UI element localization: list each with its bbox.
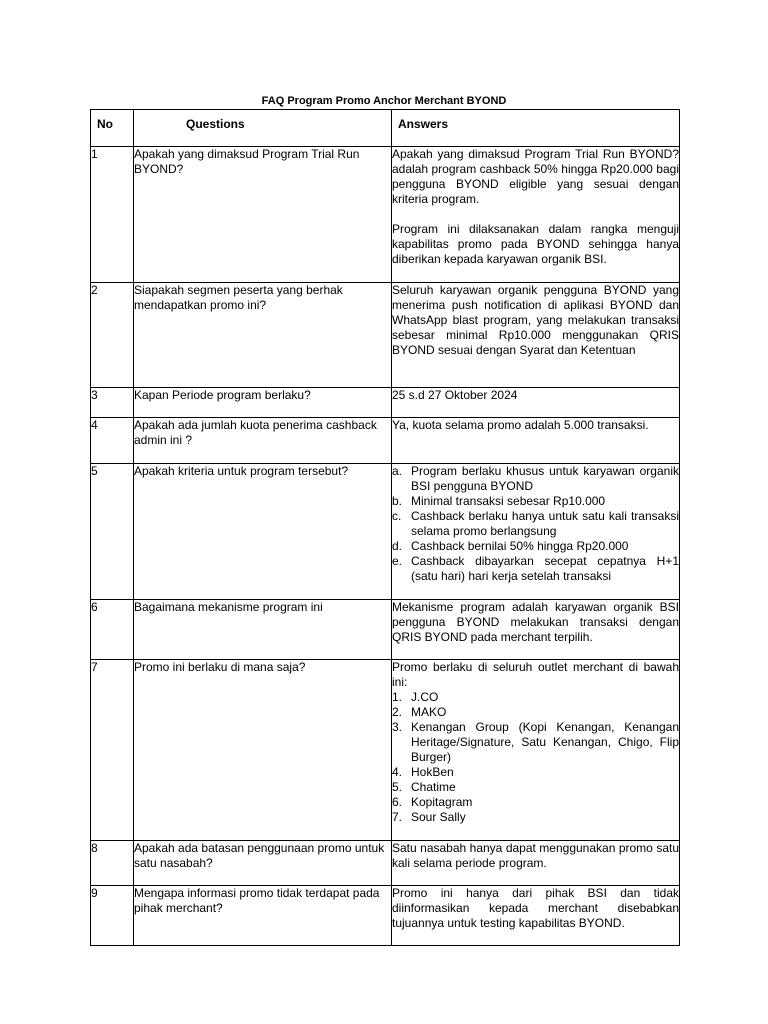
list-item-text: Minimal transaksi sebesar Rp10.000 <box>411 494 606 508</box>
list-item <box>392 765 679 780</box>
header-no: No <box>91 110 134 147</box>
answer-cell: Mekanisme program adalah karyawan organik BSI pengguna BYOND melakukan transaksi dengan QRIS BYOND pada merchant terpilih. <box>392 600 680 660</box>
list-marker: 2. <box>392 705 403 719</box>
list-item-text: Program berlaku khusus untuk karyawan organik BSI pengguna BYOND <box>411 464 679 493</box>
list-marker: 5. <box>392 780 403 794</box>
table-header-row <box>91 110 680 147</box>
table-row <box>91 147 680 283</box>
header-questions: Questions <box>134 110 392 147</box>
list-item <box>392 705 679 720</box>
table-row <box>91 886 680 946</box>
table-row <box>91 841 680 886</box>
question-cell: Kapan Periode program berlaku? <box>134 388 392 418</box>
row-number: 5 <box>91 464 134 600</box>
answer-cell <box>392 660 680 841</box>
row-number: 1 <box>91 147 134 283</box>
list-marker: 6. <box>392 795 403 809</box>
list-marker: c. <box>392 509 402 523</box>
list-item <box>392 720 679 765</box>
question-cell: Apakah yang dimaksud Program Trial Run BYOND? <box>134 147 392 283</box>
list-item-text: Kopitagram <box>411 795 473 809</box>
list-item-text: Chatime <box>411 780 456 794</box>
list-marker: 7. <box>392 810 403 824</box>
faq-table <box>90 109 680 946</box>
answer-intro: Promo berlaku di seluruh outlet merchant di bawah ini: <box>392 660 679 689</box>
row-number: 7 <box>91 660 134 841</box>
answer-cell <box>392 464 680 600</box>
list-item <box>392 690 679 705</box>
answer-cell: Ya, kuota selama promo adalah 5.000 transaksi. <box>392 418 680 464</box>
list-item <box>392 509 679 539</box>
table-row <box>91 464 680 600</box>
list-item-text: Cashback berlaku hanya untuk satu kali transaksi selama promo berlangsung <box>411 509 679 538</box>
answer-cell: 25 s.d 27 Oktober 2024 <box>392 388 680 418</box>
question-cell: Apakah kriteria untuk program tersebut? <box>134 464 392 600</box>
answer-cell: Promo ini hanya dari pihak BSI dan tidak diinformasikan kepada merchant disebabkan tujuannya untuk testing kapabilitas BYOND. <box>392 886 680 946</box>
row-number: 4 <box>91 418 134 464</box>
row-number: 9 <box>91 886 134 946</box>
list-marker: e. <box>392 554 403 568</box>
question-cell: Promo ini berlaku di mana saja? <box>134 660 392 841</box>
question-cell: Bagaimana mekanisme program ini <box>134 600 392 660</box>
row-number: 3 <box>91 388 134 418</box>
criteria-list <box>392 464 679 584</box>
list-item <box>392 464 679 494</box>
answer-cell <box>392 147 680 283</box>
list-marker: d. <box>392 539 403 553</box>
list-item-text: Cashback bernilai 50% hingga Rp20.000 <box>411 539 629 553</box>
answer-paragraph: Program ini dilaksanakan dalam rangka menguji kapabilitas promo pada BYOND sehingga hanya diberikan kepada karyawan organik BSI. <box>392 222 679 266</box>
outlet-list <box>392 690 679 825</box>
row-number: 2 <box>91 283 134 388</box>
document-title: FAQ Program Promo Anchor Merchant BYOND <box>261 95 507 107</box>
header-answers: Answers <box>392 110 680 147</box>
table-row <box>91 600 680 660</box>
list-item-text: MAKO <box>411 705 447 719</box>
list-item <box>392 810 679 825</box>
answer-cell: Satu nasabah hanya dapat menggunakan promo satu kali selama periode program. <box>392 841 680 886</box>
list-item-text: Cashback dibayarkan secepat cepatnya H+1 (satu hari) hari kerja setelah transaksi <box>411 554 679 583</box>
table-row <box>91 660 680 841</box>
list-item <box>392 554 679 584</box>
list-marker: a. <box>392 464 403 478</box>
list-marker: b. <box>392 494 403 508</box>
list-marker: 1. <box>392 690 403 704</box>
list-item-text: HokBen <box>411 765 454 779</box>
list-item <box>392 494 679 509</box>
list-item <box>392 795 679 810</box>
table-row <box>91 283 680 388</box>
answer-cell: Seluruh karyawan organik pengguna BYOND yang menerima push notification di aplikasi BYOND dan WhatsApp blast program, yang melakukan transaksi sebesar minimal Rp10.000 menggunakan QRIS BYOND sesuai dengan Syarat dan Ketentuan <box>392 283 680 388</box>
list-marker: 4. <box>392 765 403 779</box>
question-cell: Siapakah segmen peserta yang berhak mendapatkan promo ini? <box>134 283 392 388</box>
answer-paragraph: Apakah yang dimaksud Program Trial Run BYOND? adalah program cashback 50% hingga Rp20.000 bagi pengguna BYOND eligible yang sesuai dengan kriteria program. <box>392 147 679 206</box>
row-number: 8 <box>91 841 134 886</box>
list-item-text: Kenangan Group (Kopi Kenangan, Kenangan Heritage/Signature, Satu Kenangan, Chigo, Flip Burger) <box>411 720 679 764</box>
question-cell: Apakah ada jumlah kuota penerima cashback admin ini ? <box>134 418 392 464</box>
row-number: 6 <box>91 600 134 660</box>
list-item <box>392 780 679 795</box>
list-item <box>392 539 679 554</box>
list-item-text: Sour Sally <box>411 810 466 824</box>
table-row <box>91 418 680 464</box>
question-cell: Apakah ada batasan penggunaan promo untuk satu nasabah? <box>134 841 392 886</box>
table-row <box>91 388 680 418</box>
list-item-text: J.CO <box>411 690 439 704</box>
question-cell: Mengapa informasi promo tidak terdapat pada pihak merchant? <box>134 886 392 946</box>
list-marker: 3. <box>392 720 403 734</box>
